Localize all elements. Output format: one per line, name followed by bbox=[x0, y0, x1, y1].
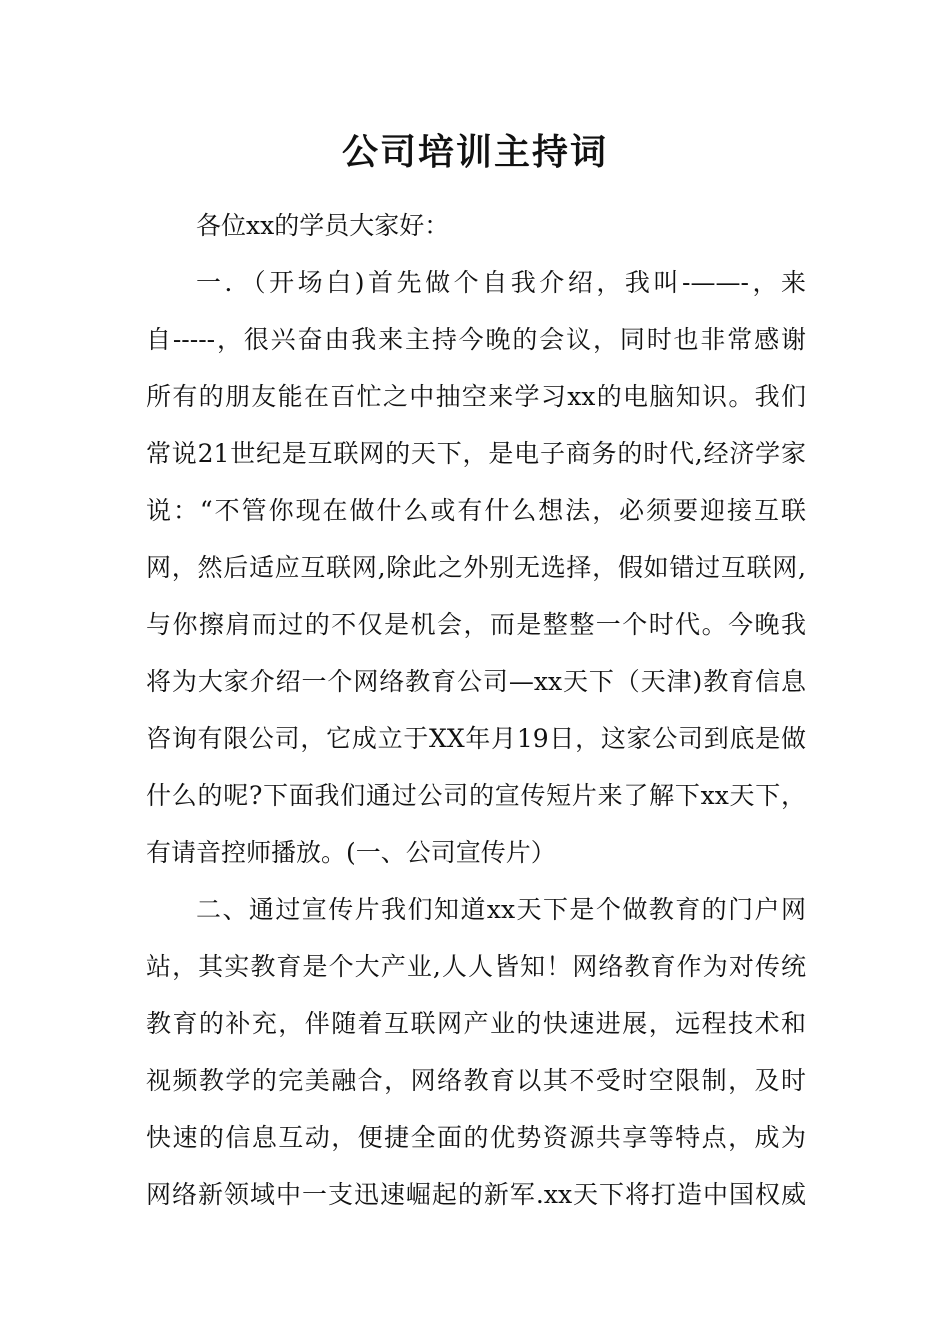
paragraph-line: 站，其实教育是个大产业,人人皆知！网络教育作为对传统 bbox=[146, 952, 806, 981]
paragraph-line: 咨询有限公司，它成立于XX年月19日，这家公司到底是做 bbox=[146, 724, 806, 753]
paragraph-line: 自-----，很兴奋由我来主持今晚的会议，同时也非常感谢 bbox=[146, 325, 806, 354]
paragraph-line: 一．（开场白)首先做个自我介绍，我叫-——-，来 bbox=[196, 268, 806, 297]
paragraph-line: 常说21世纪是互联网的天下，是电子商务的时代,经济学家 bbox=[146, 439, 806, 468]
paragraph-line: 教育的补充，伴随着互联网产业的快速进展，远程技术和 bbox=[146, 1009, 806, 1038]
paragraph-line: 将为大家介绍一个网络教育公司—xx天下（天津)教育信息 bbox=[146, 667, 806, 696]
paragraph-line: 快速的信息互动，便捷全面的优势资源共享等特点，成为 bbox=[146, 1123, 806, 1152]
paragraph-line: 与你擦肩而过的不仅是机会，而是整整一个时代。今晚我 bbox=[146, 610, 806, 639]
paragraph-line: 说：“不管你现在做什么或有什么想法，必须要迎接互联 bbox=[146, 496, 806, 525]
paragraph-line: 网络新领域中一支迅速崛起的新军.xx天下将打造中国权威 bbox=[146, 1180, 806, 1209]
paragraph-line: 什么的呢?下面我们通过公司的宣传短片来了解下xx天下， bbox=[146, 781, 806, 810]
paragraph-line: 视频教学的完美融合，网络教育以其不受时空限制，及时 bbox=[146, 1066, 806, 1095]
paragraph-line: 所有的朋友能在百忙之中抽空来学习xx的电脑知识。我们 bbox=[146, 382, 806, 411]
document-title: 公司培训主持词 bbox=[341, 131, 608, 173]
paragraph-line: 网，然后适应互联网,除此之外别无选择，假如错过互联网, bbox=[146, 553, 806, 582]
paragraph-line: 二、通过宣传片我们知道xx天下是个做教育的门户网 bbox=[196, 895, 806, 924]
paragraph-line: 各位xx的学员大家好： bbox=[196, 211, 450, 240]
paragraph-line: 有请音控师播放。(一、公司宣传片） bbox=[146, 838, 556, 867]
